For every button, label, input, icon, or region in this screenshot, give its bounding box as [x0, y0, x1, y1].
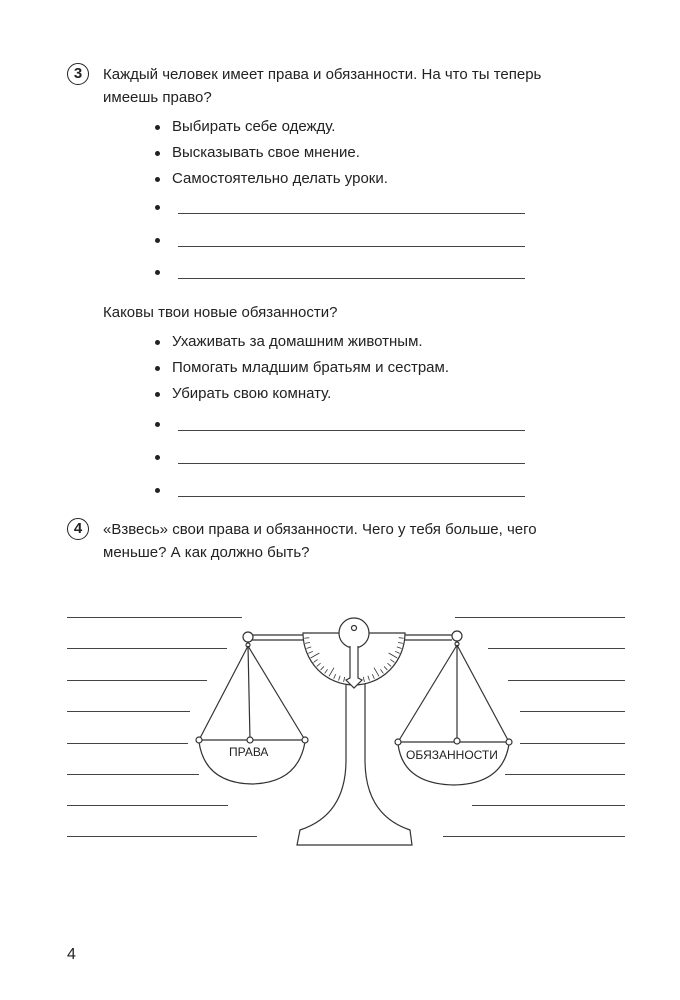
- duty-item: Ухаживать за домашним животным.: [172, 333, 423, 350]
- left-pan-label: ПРАВА: [229, 745, 269, 759]
- duty-item: Убирать свою комнату.: [172, 385, 332, 402]
- dial-tick: [399, 638, 404, 639]
- task-4-question-line1: «Взвесь» свои права и обязанности. Чего у тебя больше, чего: [103, 521, 537, 538]
- left-pan: [196, 632, 308, 784]
- duties-question: Каковы твои новые обязанности?: [103, 304, 338, 321]
- right-item: Самостоятельно делать уроки.: [172, 170, 388, 187]
- task-3-number: 3: [67, 63, 89, 85]
- right-item: Высказывать свое мнение.: [172, 144, 360, 161]
- scale-stand: [297, 684, 412, 845]
- right-pan-label: ОБЯЗАННОСТИ: [406, 748, 498, 762]
- task-4-number: 4: [67, 518, 89, 540]
- task-4-question-line2: меньше? А как должно быть?: [103, 544, 310, 561]
- dial-tick: [304, 638, 309, 639]
- page-number: 4: [67, 946, 76, 963]
- task-3-question-line2: имеешь право?: [103, 89, 212, 106]
- scale-dial: [303, 618, 405, 688]
- duty-item: Помогать младшим братьям и сестрам.: [172, 359, 449, 376]
- task-3-question-line1: Каждый человек имеет права и обязанности. На что ты теперь: [103, 66, 542, 83]
- right-item: Выбирать себе одежду.: [172, 118, 336, 135]
